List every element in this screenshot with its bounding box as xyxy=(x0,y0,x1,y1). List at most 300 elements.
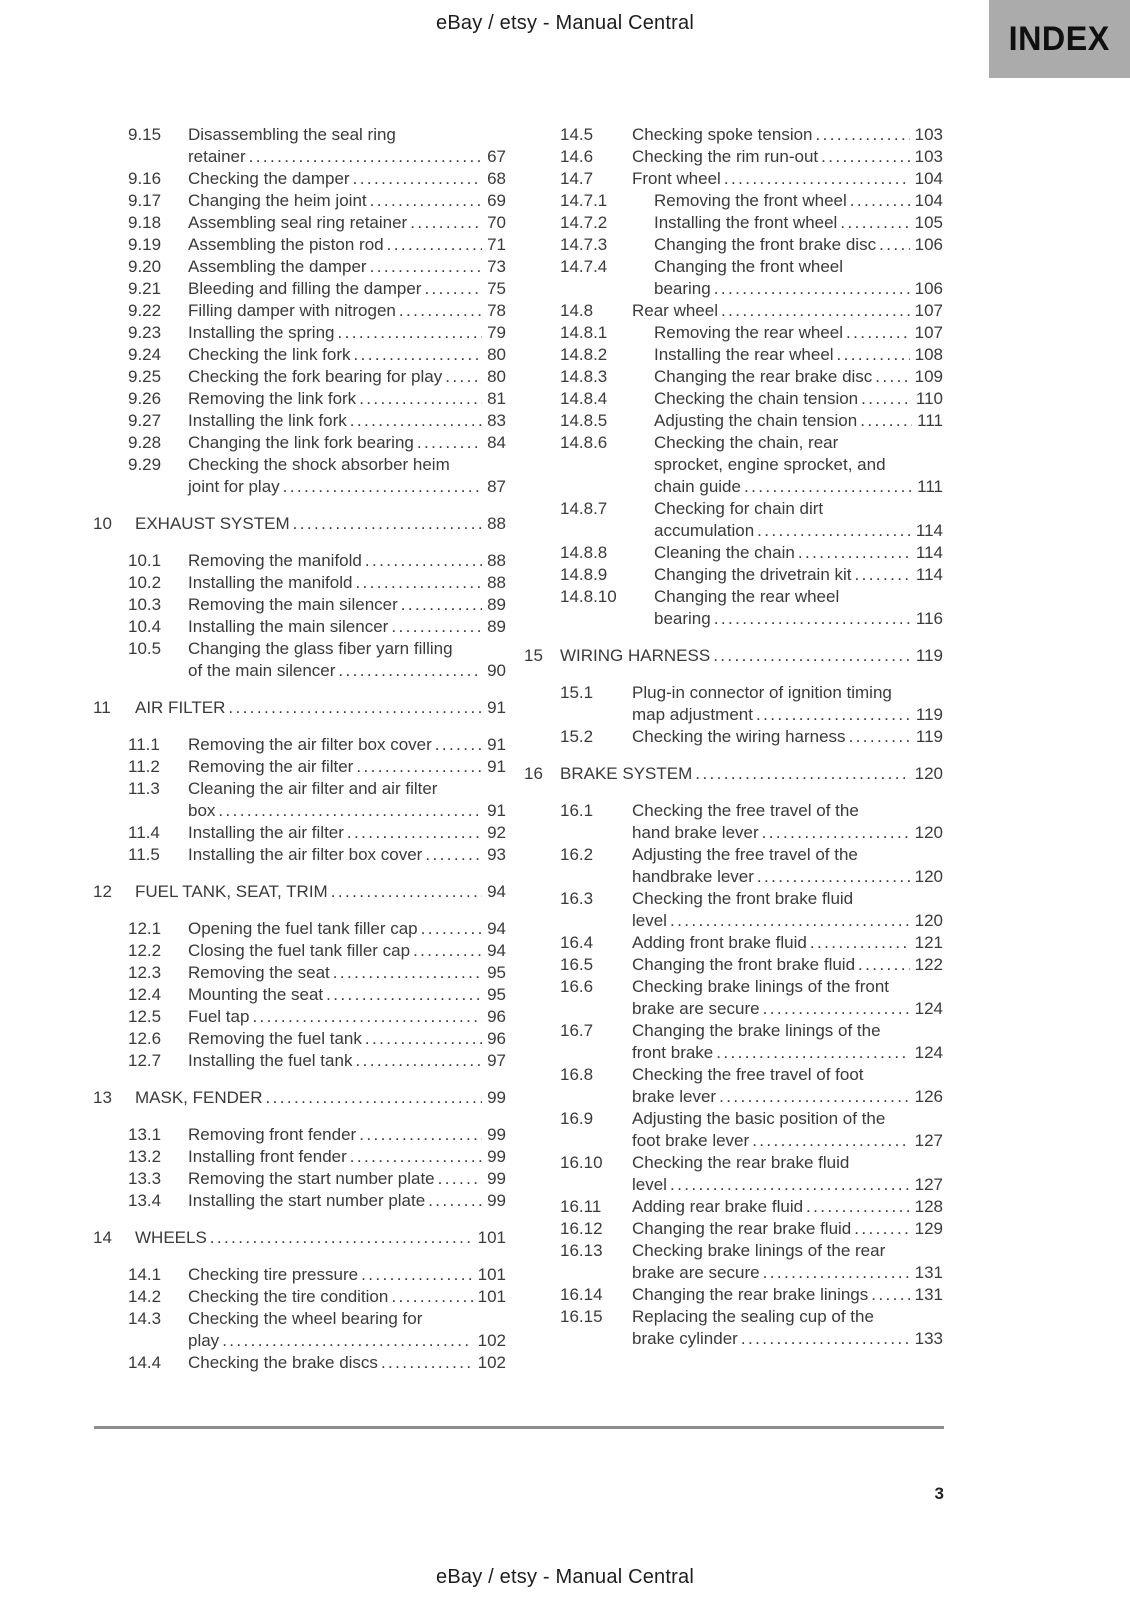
toc-entry-title: foot brake lever xyxy=(632,1131,750,1150)
toc-entry-number: 16.4 xyxy=(560,933,594,952)
toc-entry-number: 12.7 xyxy=(128,1051,162,1070)
dot-leader xyxy=(670,1174,910,1196)
toc-line xyxy=(560,954,943,976)
toc-line xyxy=(560,998,943,1020)
toc-line xyxy=(128,410,506,432)
toc-entry-11.4 xyxy=(93,822,506,844)
toc-entry-title: Adding front brake fluid xyxy=(632,933,807,952)
toc-line xyxy=(128,800,506,822)
dot-leader xyxy=(763,998,910,1020)
toc-entry-title: Removing the rear wheel xyxy=(654,323,843,342)
dot-leader xyxy=(816,124,910,146)
toc-line xyxy=(128,278,506,300)
toc-entry-number: 14.8.4 xyxy=(560,389,608,408)
toc-line xyxy=(128,1028,506,1050)
toc-entry-title: Changing the rear brake linings xyxy=(632,1285,869,1304)
toc-entry-number: 9.24 xyxy=(128,345,162,364)
toc-line xyxy=(560,432,943,454)
toc-entry-9.21 xyxy=(93,278,506,300)
toc-entry-title: FUEL TANK, SEAT, TRIM xyxy=(135,882,328,901)
toc-entry-16.3 xyxy=(524,888,943,932)
toc-entry-14.8.3 xyxy=(524,366,943,388)
toc-entry-title: Checking the wheel bearing for xyxy=(188,1309,423,1328)
toc-section-11 xyxy=(93,697,506,719)
toc-entry-14.7.1 xyxy=(524,190,943,212)
dot-leader xyxy=(326,984,482,1006)
toc-page-number: 84 xyxy=(487,433,506,452)
toc-entry-number: 14.7.2 xyxy=(560,213,608,232)
toc-entry-number: 14.8.5 xyxy=(560,411,608,430)
toc-entry-title: handbrake lever xyxy=(632,867,754,886)
toc-page-number: 120 xyxy=(914,911,943,930)
toc-entry-10.3 xyxy=(93,594,506,616)
toc-entry-title: play xyxy=(188,1331,220,1350)
toc-entry-number: 16.13 xyxy=(560,1241,603,1260)
toc-page-number: 91 xyxy=(487,735,506,754)
dot-leader xyxy=(716,1042,909,1064)
toc-entry-title: brake lever xyxy=(632,1087,717,1106)
toc-entry-title: Removing the link fork xyxy=(188,389,357,408)
toc-entry-12.1 xyxy=(93,918,506,940)
toc-entry-number: 15 xyxy=(524,646,543,665)
toc-entry-number: 13.3 xyxy=(128,1169,162,1188)
toc-entry-title: map adjustment xyxy=(632,705,753,724)
toc-entry-number: 12.3 xyxy=(128,963,162,982)
toc-entry-number: 12.1 xyxy=(128,919,162,938)
dot-leader xyxy=(810,932,910,954)
toc-entry-14.8.1 xyxy=(524,322,943,344)
dot-leader xyxy=(806,1196,910,1218)
toc-line xyxy=(128,1330,506,1352)
toc-entry-title: Checking the free travel of the xyxy=(632,801,859,820)
toc-entry-14.7 xyxy=(524,168,943,190)
toc-entry-number: 10.5 xyxy=(128,639,162,658)
toc-entry-number: 16.12 xyxy=(560,1219,603,1238)
toc-entry-number: 14.7.3 xyxy=(560,235,608,254)
dot-leader xyxy=(435,734,482,756)
toc-entry-number: 14.8.7 xyxy=(560,499,608,518)
dot-leader xyxy=(355,1050,482,1072)
toc-line xyxy=(560,476,943,498)
toc-entry-number: 16.10 xyxy=(560,1153,603,1172)
dot-leader xyxy=(293,513,482,535)
dot-leader xyxy=(359,1124,482,1146)
toc-page-number: 108 xyxy=(914,345,943,364)
toc-page-number: 80 xyxy=(487,345,506,364)
toc-entry-number: 15.2 xyxy=(560,727,594,746)
toc-entry-title: Bleeding and filling the damper xyxy=(188,279,422,298)
toc-line xyxy=(93,1227,506,1249)
dot-leader xyxy=(763,1262,910,1284)
toc-entry-12.3 xyxy=(93,962,506,984)
toc-entry-9.28 xyxy=(93,432,506,454)
dot-leader xyxy=(425,844,482,866)
toc-entry-12.5 xyxy=(93,1006,506,1028)
toc-entry-number: 9.21 xyxy=(128,279,162,298)
dot-leader xyxy=(249,146,482,168)
toc-page-number: 107 xyxy=(914,323,943,342)
toc-entry-13.2 xyxy=(93,1146,506,1168)
toc-entry-number: 14 xyxy=(93,1228,112,1247)
dot-leader xyxy=(370,256,482,278)
toc-page-number: 88 xyxy=(487,573,506,592)
dot-leader xyxy=(821,146,909,168)
toc-line xyxy=(128,734,506,756)
toc-page-number: 119 xyxy=(915,727,943,746)
toc-entry-14.6 xyxy=(524,146,943,168)
toc-line xyxy=(128,1168,506,1190)
toc-entry-number: 13 xyxy=(93,1088,112,1107)
toc-page-number: 87 xyxy=(487,477,506,496)
toc-entry-16.2 xyxy=(524,844,943,888)
toc-page-number: 91 xyxy=(487,698,506,717)
toc-line xyxy=(560,146,943,168)
toc-entry-title: Changing the rear brake fluid xyxy=(632,1219,852,1238)
toc-entry-title: Checking the front brake fluid xyxy=(632,889,854,908)
toc-line xyxy=(93,697,506,719)
toc-entry-title: brake are secure xyxy=(632,999,760,1018)
toc-entry-number: 12 xyxy=(93,882,112,901)
toc-entry-16.12 xyxy=(524,1218,943,1240)
toc-entry-14.2 xyxy=(93,1286,506,1308)
toc-entry-9.26 xyxy=(93,388,506,410)
toc-entry-number: 15.1 xyxy=(560,683,594,702)
dot-leader xyxy=(356,756,482,778)
toc-page-number: 78 xyxy=(487,301,506,320)
toc-entry-14.8 xyxy=(524,300,943,322)
toc-column-right xyxy=(524,124,943,1350)
toc-line xyxy=(560,388,943,410)
toc-entry-number: 14.7.4 xyxy=(560,257,608,276)
toc-line xyxy=(560,1086,943,1108)
toc-entry-11.5 xyxy=(93,844,506,866)
toc-entry-title: bearing xyxy=(654,279,711,298)
toc-page-number: 68 xyxy=(487,169,506,188)
toc-line xyxy=(128,756,506,778)
dot-leader xyxy=(757,520,911,542)
toc-line xyxy=(560,704,943,726)
toc-entry-title: Installing the link fork xyxy=(188,411,347,430)
toc-entry-10.5 xyxy=(93,638,506,682)
toc-entry-title: Checking the rim run-out xyxy=(632,147,819,166)
toc-entry-number: 11.2 xyxy=(128,757,160,776)
dot-leader xyxy=(391,1286,472,1308)
dot-leader xyxy=(798,542,911,564)
toc-entry-number: 9.25 xyxy=(128,367,162,386)
dot-leader xyxy=(837,344,910,366)
toc-entry-14.7.2 xyxy=(524,212,943,234)
toc-entry-number: 12.6 xyxy=(128,1029,162,1048)
toc-page-number: 124 xyxy=(914,999,943,1018)
toc-entry-title: Changing the front brake fluid xyxy=(632,955,856,974)
toc-line xyxy=(128,550,506,572)
toc-entry-number: 14.3 xyxy=(128,1309,162,1328)
toc-entry-16.1 xyxy=(524,800,943,844)
dot-leader xyxy=(391,616,482,638)
toc-entry-title: Checking the link fork xyxy=(188,345,351,364)
toc-page-number: 96 xyxy=(487,1007,506,1026)
dot-leader xyxy=(347,822,482,844)
toc-line xyxy=(128,300,506,322)
toc-line xyxy=(560,888,943,910)
dot-leader xyxy=(417,432,482,454)
toc-entry-16.4 xyxy=(524,932,943,954)
toc-line xyxy=(560,1306,943,1328)
toc-line xyxy=(128,344,506,366)
toc-entry-title: Cleaning the chain xyxy=(654,543,795,562)
dot-leader xyxy=(757,866,910,888)
toc-entry-title: Installing the front wheel xyxy=(654,213,838,232)
toc-page-number: 107 xyxy=(914,301,943,320)
toc-entry-title: Checking the wiring harness xyxy=(632,727,846,746)
toc-line xyxy=(128,322,506,344)
index-tab-label: INDEX xyxy=(1008,19,1111,58)
toc-entry-9.24 xyxy=(93,344,506,366)
toc-page-number: 127 xyxy=(914,1131,943,1150)
toc-entry-title: Plug-in connector of ignition timing xyxy=(632,683,892,702)
toc-entry-13.3 xyxy=(93,1168,506,1190)
toc-line xyxy=(128,638,506,660)
toc-entry-14.7.4 xyxy=(524,256,943,300)
toc-page-number: 120 xyxy=(914,867,943,886)
toc-line xyxy=(128,432,506,454)
toc-entry-title: Rear wheel xyxy=(632,301,718,320)
toc-page-number: 116 xyxy=(915,609,943,628)
toc-line xyxy=(128,1050,506,1072)
dot-leader xyxy=(399,300,482,322)
toc-page-number: 79 xyxy=(487,323,506,342)
toc-entry-number: 9.15 xyxy=(128,125,162,144)
toc-page-number: 114 xyxy=(915,521,943,540)
toc-page-number: 96 xyxy=(487,1029,506,1048)
toc-line xyxy=(128,778,506,800)
toc-entry-number: 10.2 xyxy=(128,573,162,592)
dot-leader xyxy=(353,168,482,190)
toc-line xyxy=(560,976,943,998)
toc-line xyxy=(128,844,506,866)
toc-section-13 xyxy=(93,1087,506,1109)
toc-page-number: 101 xyxy=(477,1265,506,1284)
toc-line xyxy=(560,1042,943,1064)
toc-page-number: 94 xyxy=(487,882,506,901)
toc-entry-title: Assembling seal ring retainer xyxy=(188,213,408,232)
toc-entry-title: WHEELS xyxy=(135,1228,207,1247)
toc-page-number: 91 xyxy=(487,757,506,776)
index-tab xyxy=(989,0,1130,78)
toc-entry-14.8.8 xyxy=(524,542,943,564)
toc-entry-14.3 xyxy=(93,1308,506,1352)
toc-entry-title: Checking brake linings of the rear xyxy=(632,1241,886,1260)
toc-entry-title: Checking the shock absorber heim xyxy=(188,455,450,474)
dot-leader xyxy=(413,940,482,962)
dot-leader xyxy=(218,800,482,822)
toc-entry-title: Checking spoke tension xyxy=(632,125,813,144)
toc-entry-16.11 xyxy=(524,1196,943,1218)
toc-entry-number: 14.6 xyxy=(560,147,594,166)
toc-entry-16.6 xyxy=(524,976,943,1020)
toc-entry-number: 14.8.8 xyxy=(560,543,608,562)
toc-entry-title: Changing the front wheel xyxy=(654,257,844,276)
toc-entry-14.4 xyxy=(93,1352,506,1374)
toc-page-number: 95 xyxy=(487,963,506,982)
toc-entry-title: brake cylinder xyxy=(632,1329,738,1348)
toc-entry-title: Front wheel xyxy=(632,169,721,188)
toc-entry-number: 9.17 xyxy=(128,191,162,210)
toc-entry-title: level xyxy=(632,911,667,930)
toc-entry-number: 11.3 xyxy=(128,779,160,798)
toc-entry-number: 10.4 xyxy=(128,617,162,636)
dot-leader xyxy=(337,322,482,344)
toc-entry-title: Closing the fuel tank filler cap xyxy=(188,941,411,960)
toc-entry-16.13 xyxy=(524,1240,943,1284)
dot-leader xyxy=(714,608,911,630)
dot-leader xyxy=(741,1328,910,1350)
toc-entry-title: accumulation xyxy=(654,521,755,540)
toc-entry-number: 14.7.1 xyxy=(560,191,608,210)
toc-entry-14.8.5 xyxy=(524,410,943,432)
toc-entry-title: bearing xyxy=(654,609,711,628)
toc-page-number: 120 xyxy=(914,764,943,783)
toc-page-number: 104 xyxy=(914,169,943,188)
toc-page-number: 83 xyxy=(487,411,506,430)
dot-leader xyxy=(421,918,482,940)
toc-line xyxy=(128,1308,506,1330)
toc-entry-title: MASK, FENDER xyxy=(135,1088,263,1107)
toc-page-number: 124 xyxy=(914,1043,943,1062)
toc-page-number: 111 xyxy=(917,411,943,430)
toc-entry-title: Removing the air filter box cover xyxy=(188,735,432,754)
toc-entry-title: of the main silencer xyxy=(188,661,336,680)
toc-entry-number: 9.18 xyxy=(128,213,162,232)
toc-entry-title: Installing the manifold xyxy=(188,573,353,592)
toc-line xyxy=(560,520,943,542)
toc-line xyxy=(560,454,943,476)
toc-entry-title: front brake xyxy=(632,1043,714,1062)
toc-section-12 xyxy=(93,881,506,903)
toc-entry-number: 12.4 xyxy=(128,985,162,1004)
toc-entry-number: 9.19 xyxy=(128,235,162,254)
toc-line xyxy=(128,1124,506,1146)
toc-page-number: 101 xyxy=(477,1228,506,1247)
dot-leader xyxy=(849,726,911,748)
toc-page-number: 126 xyxy=(914,1087,943,1106)
toc-entry-number: 11.4 xyxy=(128,823,160,842)
toc-entry-14.8.4 xyxy=(524,388,943,410)
toc-page-number: 128 xyxy=(914,1197,943,1216)
toc-line xyxy=(560,866,943,888)
toc-page-number: 131 xyxy=(914,1263,943,1282)
toc-line xyxy=(128,168,506,190)
toc-page-number: 89 xyxy=(487,617,506,636)
toc-line xyxy=(560,910,943,932)
toc-entry-number: 14.2 xyxy=(128,1287,162,1306)
toc-page-number: 109 xyxy=(914,367,943,386)
toc-line xyxy=(128,616,506,638)
toc-line xyxy=(128,962,506,984)
toc-line xyxy=(128,256,506,278)
toc-entry-title: Opening the fuel tank filler cap xyxy=(188,919,418,938)
toc-entry-9.23 xyxy=(93,322,506,344)
toc-page-number: 105 xyxy=(914,213,943,232)
toc-entry-title: BRAKE SYSTEM xyxy=(560,764,693,783)
toc-line xyxy=(560,1328,943,1350)
toc-line xyxy=(128,388,506,410)
toc-line xyxy=(560,344,943,366)
toc-entry-12.6 xyxy=(93,1028,506,1050)
dot-leader xyxy=(695,763,909,785)
toc-entry-number: 16.15 xyxy=(560,1307,603,1326)
toc-entry-title: chain guide xyxy=(654,477,741,496)
toc-entry-14.8.9 xyxy=(524,564,943,586)
dot-leader xyxy=(338,660,482,682)
toc-entry-number: 14.8.1 xyxy=(560,323,608,342)
toc-entry-title: Installing the spring xyxy=(188,323,335,342)
toc-line xyxy=(560,1108,943,1130)
dot-leader xyxy=(354,344,483,366)
dot-leader xyxy=(210,1227,473,1249)
toc-line xyxy=(560,608,943,630)
toc-line xyxy=(560,844,943,866)
toc-entry-title: Checking brake linings of the front xyxy=(632,977,890,996)
toc-entry-title: Adjusting the chain tension xyxy=(654,411,858,430)
toc-line xyxy=(560,1064,943,1086)
toc-entry-11.2 xyxy=(93,756,506,778)
dot-leader xyxy=(850,190,910,212)
dot-leader xyxy=(333,962,482,984)
toc-line xyxy=(128,572,506,594)
toc-entry-title: Changing the heim joint xyxy=(188,191,367,210)
toc-entry-16.10 xyxy=(524,1152,943,1196)
toc-entry-title: Checking tire pressure xyxy=(188,1265,359,1284)
dot-leader xyxy=(855,564,911,586)
toc-entry-title: Checking the chain tension xyxy=(654,389,859,408)
toc-entry-title: Adding rear brake fluid xyxy=(632,1197,804,1216)
toc-line xyxy=(93,1087,506,1109)
toc-page-number: 70 xyxy=(487,213,506,232)
toc-line xyxy=(128,660,506,682)
toc-line xyxy=(128,476,506,498)
toc-page-number: 99 xyxy=(487,1147,506,1166)
toc-entry-11.1 xyxy=(93,734,506,756)
toc-page-number: 92 xyxy=(487,823,506,842)
toc-entry-number: 9.28 xyxy=(128,433,162,452)
toc-entry-14.8.6 xyxy=(524,432,943,498)
toc-entry-number: 14.8.9 xyxy=(560,565,608,584)
toc-entry-title: Disassembling the seal ring xyxy=(188,125,396,144)
toc-page-number: 106 xyxy=(914,235,943,254)
toc-entry-title: brake are secure xyxy=(632,1263,760,1282)
toc-entry-9.18 xyxy=(93,212,506,234)
toc-line xyxy=(128,454,506,476)
toc-entry-16.14 xyxy=(524,1284,943,1306)
toc-entry-title: Changing the glass fiber yarn filling xyxy=(188,639,453,658)
toc-entry-title: Removing the main silencer xyxy=(188,595,398,614)
toc-line xyxy=(560,1262,943,1284)
toc-line xyxy=(560,322,943,344)
toc-section-14 xyxy=(93,1227,506,1249)
toc-line xyxy=(560,1130,943,1152)
toc-line xyxy=(560,542,943,564)
toc-line xyxy=(560,212,943,234)
dot-leader xyxy=(365,1028,482,1050)
toc-entry-number: 11 xyxy=(93,698,111,717)
toc-entry-number: 9.23 xyxy=(128,323,162,342)
toc-entry-9.15 xyxy=(93,124,506,168)
toc-line xyxy=(560,278,943,300)
toc-line xyxy=(560,190,943,212)
dot-leader xyxy=(721,300,910,322)
toc-section-10 xyxy=(93,513,506,535)
